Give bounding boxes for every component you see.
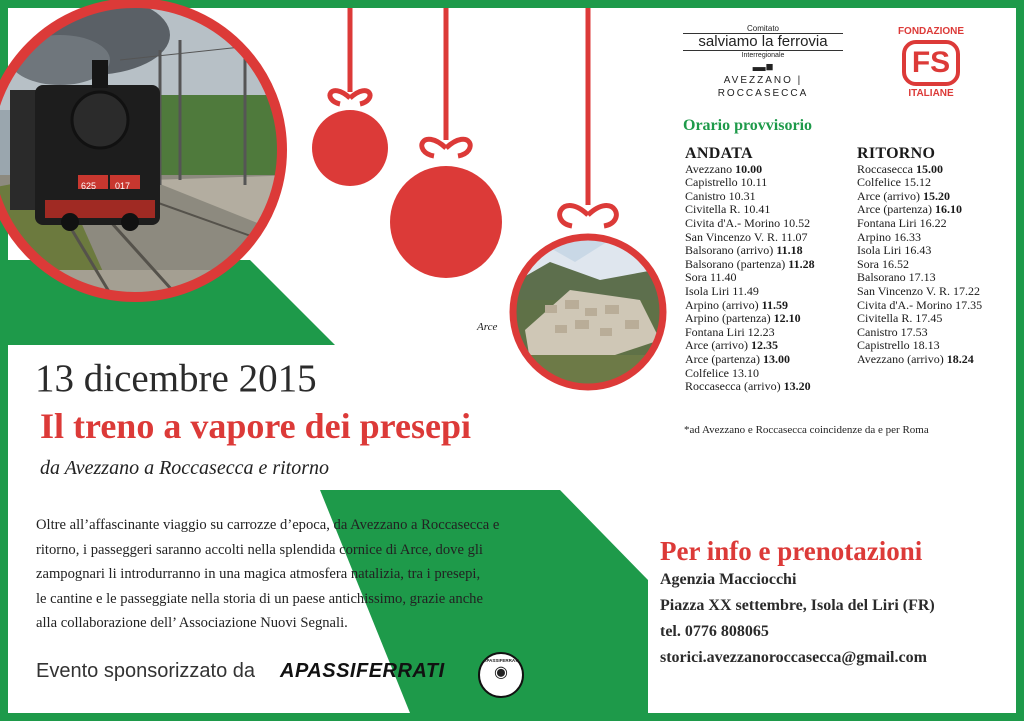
schedule-stop: Canistro (857, 324, 898, 339)
schedule-stop: Sora (685, 270, 707, 285)
fs-logo (886, 26, 976, 110)
info-address: Piazza XX settembre, Isola del Liri (FR) (660, 597, 935, 614)
town-caption: Arce (477, 321, 498, 333)
schedule-row (857, 299, 1017, 313)
schedule-row (685, 203, 855, 217)
schedule-row (685, 176, 855, 190)
description-line: Oltre all’affascinante viaggio su carrozze d’epoca, da Avezzano a Roccasecca e (36, 517, 500, 533)
schedule-stop: Arce (arrivo) (685, 338, 748, 353)
schedule-stop: San Vincenzo V. R. (685, 229, 778, 244)
schedule-stop: Avezzano (arrivo) (857, 351, 944, 366)
ritorno-column (857, 147, 1017, 367)
locomotive-icon: ◉ (494, 664, 508, 681)
schedule-row (857, 176, 1017, 190)
info-agency: Agenzia Macciocchi (660, 571, 797, 588)
schedule-row (857, 339, 1017, 353)
schedule-time: 11.07 (780, 229, 808, 244)
schedule-row (685, 244, 855, 258)
schedule-stop: Isola Liri (857, 243, 902, 258)
schedule-stop: Colfelice (685, 365, 729, 380)
schedule-stop: Arce (partenza) (685, 351, 760, 366)
event-subtitle: da Avezzano a Roccasecca e ritorno (40, 457, 330, 479)
schedule-stop: Civitella R. (685, 202, 741, 217)
schedule-stop: Civita d'A.- Morino (685, 215, 781, 230)
schedule-footnote: *ad Avezzano e Roccasecca coincidenze da e per Roma (684, 424, 929, 436)
schedule-stop: Arpino (857, 229, 891, 244)
event-title: Il treno a vapore dei presepi (40, 406, 471, 446)
description-line: zampognari li introdurranno in una magica atmosfera natalizia, tra i presepi, (36, 566, 481, 582)
info-email[interactable]: storici.avezzanoroccasecca@gmail.com (660, 649, 927, 666)
schedule-time: 10.00 (735, 161, 763, 176)
schedule-row (685, 285, 855, 299)
schedule-time: 17.53 (900, 324, 928, 339)
schedule-row (685, 299, 855, 313)
schedule-time: 17.22 (952, 283, 980, 298)
committee-logo (683, 24, 843, 100)
schedule-time: 18.13 (912, 338, 940, 353)
schedule-time: 12.23 (747, 324, 775, 339)
schedule-row (857, 258, 1017, 272)
description-line: alla collaborazione dell’ Associazione Nuovi Segnali. (36, 615, 348, 631)
schedule-time: 15.12 (903, 175, 931, 190)
schedule-time: 11.59 (761, 297, 788, 312)
schedule-time: 10.31 (728, 188, 756, 203)
fs-top: FONDAZIONE (897, 26, 965, 37)
schedule-stop: Capistrello (685, 175, 738, 190)
schedule-stop: Arce (arrivo) (857, 188, 920, 203)
sponsor-label: Evento sponsorizzato da (36, 660, 256, 682)
sponsor-logo: APASSIFERRATI (280, 660, 445, 682)
event-description (36, 513, 646, 636)
schedule-stop: Civitella R. (857, 311, 913, 326)
schedule-stop: Capistrello (857, 338, 910, 353)
schedule-stop: Balsorano (partenza) (685, 256, 786, 271)
schedule-stop: Civita d'A.- Morino (857, 297, 953, 312)
schedule-row (685, 353, 855, 367)
schedule-stop: Canistro (685, 188, 726, 203)
andata-list (685, 163, 855, 394)
committee-name: salviamo la ferrovia (683, 33, 843, 51)
schedule-row (685, 231, 855, 245)
andata-column (685, 147, 855, 394)
schedule-time: 13.10 (731, 365, 759, 380)
schedule-row (685, 190, 855, 204)
schedule-row (857, 326, 1017, 340)
schedule-time: 17.35 (955, 297, 983, 312)
info-heading: Per info e prenotazioni (660, 536, 923, 566)
schedule-row (857, 271, 1017, 285)
schedule-time: 15.20 (922, 188, 950, 203)
ornament-large (390, 166, 502, 278)
train-icon: ▬■ (752, 59, 774, 74)
schedule-title: Orario provvisorio (683, 117, 813, 134)
schedule-row (857, 353, 1017, 367)
schedule-row (685, 326, 855, 340)
schedule-row (857, 285, 1017, 299)
schedule-stop: Arpino (arrivo) (685, 297, 759, 312)
info-phone: tel. 0776 808065 (660, 623, 769, 640)
schedule-time: 10.11 (740, 175, 768, 190)
ritorno-list (857, 163, 1017, 367)
schedule-stop: Sora (857, 256, 879, 271)
schedule-time: 11.49 (732, 283, 759, 298)
ornament-small (312, 110, 388, 186)
event-date: 13 dicembre 2015 (35, 357, 317, 400)
schedule-row (857, 217, 1017, 231)
schedule-stop: Isola Liri (685, 283, 730, 298)
schedule-row (685, 163, 855, 177)
schedule-row (857, 190, 1017, 204)
schedule-row (857, 203, 1017, 217)
sponsor-badge-text: APASSIFERRATI (483, 658, 519, 663)
committee-top: Comitato (746, 24, 779, 33)
schedule-row (685, 367, 855, 381)
fs-bottom: ITALIANE (908, 88, 954, 99)
schedule-stop: San Vincenzo V. R. (857, 283, 950, 298)
schedule-time: 10.52 (783, 215, 811, 230)
schedule-time: 16.43 (904, 243, 932, 258)
schedule-time: 17.45 (915, 311, 943, 326)
info-block (660, 535, 1005, 671)
schedule-stop: Balsorano (arrivo) (685, 243, 774, 258)
schedule-row (857, 163, 1017, 177)
schedule-row (685, 271, 855, 285)
schedule-row (857, 244, 1017, 258)
schedule-time: 12.35 (750, 338, 778, 353)
schedule-time: 18.24 (946, 351, 974, 366)
schedule-stop: Colfelice (857, 175, 901, 190)
train-number-left: 625 (81, 181, 97, 191)
schedule-row (685, 339, 855, 353)
schedule-row (685, 312, 855, 326)
schedule-row (685, 380, 855, 394)
sponsor-badge (478, 652, 524, 698)
schedule-stop: Arpino (partenza) (685, 311, 771, 326)
schedule-stop: Fontana Liri (685, 324, 745, 339)
schedule-time: 16.22 (919, 215, 947, 230)
schedule-time: 12.10 (773, 311, 801, 326)
committee-route-sep: | (797, 75, 803, 86)
schedule-stop: Roccasecca (857, 161, 913, 176)
schedule-time: 11.18 (776, 243, 803, 258)
schedule-row (685, 217, 855, 231)
schedule-time: 11.28 (788, 256, 815, 271)
description-line: le cantine e le passeggiate nella storia di un paese antichissimo, grazie anche (36, 590, 483, 607)
schedule-time: 11.40 (710, 270, 737, 285)
schedule-stop: Avezzano (685, 161, 733, 176)
committee-sub: Interregionale (741, 52, 785, 59)
schedule-stop: Roccasecca (arrivo) (685, 379, 781, 394)
schedule-time: 13.20 (783, 379, 811, 394)
schedule-stop: Arce (partenza) (857, 202, 932, 217)
schedule-time: 16.33 (894, 229, 921, 244)
schedule-time: 15.00 (915, 161, 943, 176)
schedule-time: 16.52 (882, 256, 909, 271)
schedule-row (685, 258, 855, 272)
committee-route-right: ROCCASECCA (717, 88, 809, 99)
schedule-stop: Balsorano (857, 270, 906, 285)
fs-mark: FS (902, 40, 960, 86)
committee-route-left: AVEZZANO (723, 75, 793, 86)
schedule-row (857, 231, 1017, 245)
schedule-time: 10.41 (743, 202, 771, 217)
description-line: ritorno, i passeggeri saranno accolti nella splendida cornice di Arce, dove gli (36, 541, 483, 558)
train-number-right: 017 (115, 181, 131, 191)
schedule-time: 17.13 (908, 270, 936, 285)
schedule-stop: Fontana Liri (857, 215, 917, 230)
andata-header: ANDATA (685, 145, 753, 162)
schedule-row (857, 312, 1017, 326)
schedule-time: 16.10 (934, 202, 962, 217)
ritorno-header: RITORNO (857, 145, 936, 162)
schedule-time: 13.00 (762, 351, 790, 366)
